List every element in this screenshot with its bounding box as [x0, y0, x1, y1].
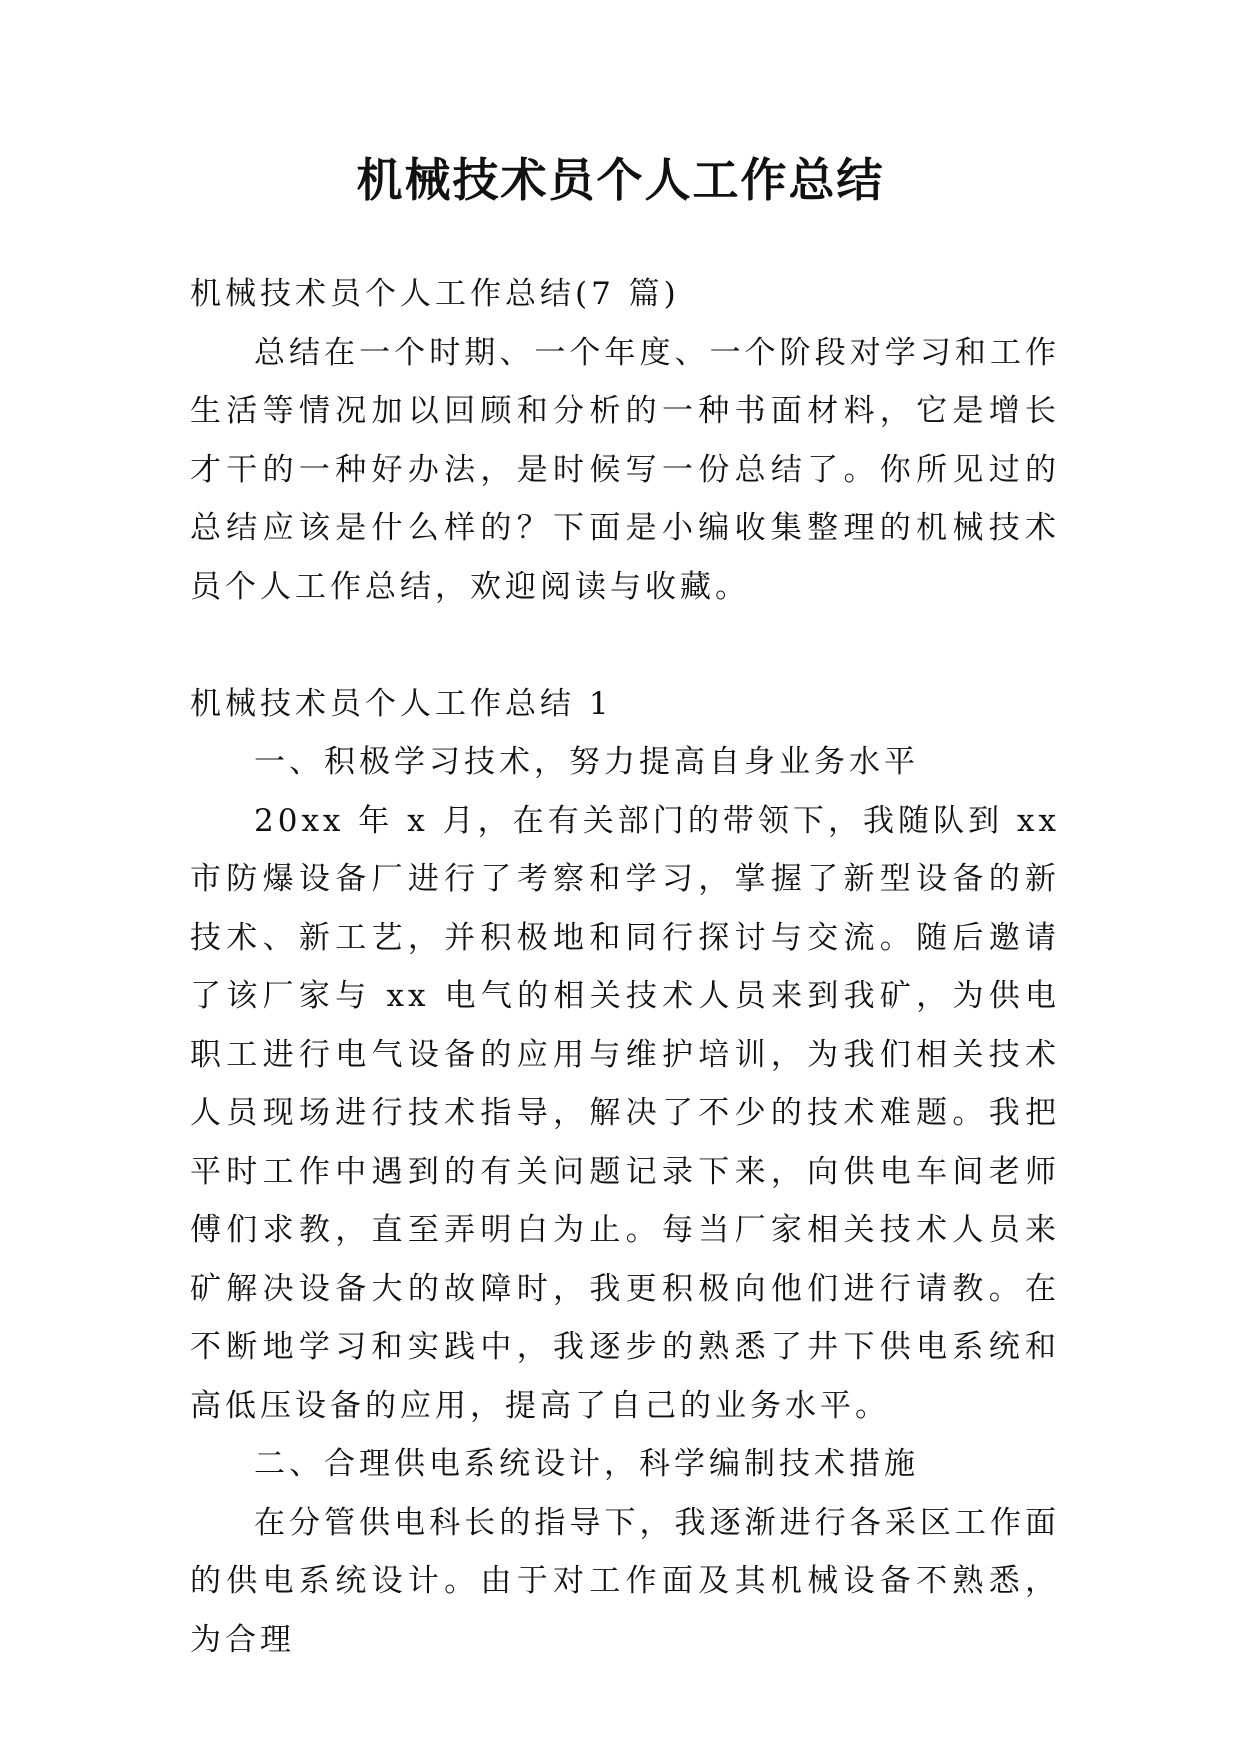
intro-paragraph: 总结在一个时期、一个年度、一个阶段对学习和工作生活等情况加以回顾和分析的一种书面材料，它是增长才干的一种好办法，是时候写一份总结了。你所见过的总结应该是什么样的？下面是小编收集整理的机械技术员个人工作总结，欢迎阅读与收藏。: [190, 334, 1060, 605]
section-heading: 机械技术员个人工作总结 1: [190, 685, 613, 722]
document-body: [190, 265, 1060, 1669]
document-title: 机械技术员个人工作总结: [356, 153, 885, 207]
part-body-2: 在分管供电科长的指导下，我逐渐进行各采区工作面的供电系统设计。由于对工作面及其机械设备不熟悉，为合理: [190, 1504, 1060, 1658]
part-heading-1: 一、积极学习技术，努力提高自身业务水平: [254, 744, 919, 780]
document-subtitle: 机械技术员个人工作总结(7 篇): [190, 276, 680, 312]
part-heading-2: 二、合理供电系统设计，科学编制技术措施: [254, 1446, 919, 1482]
paragraph-spacer: [190, 616, 1060, 675]
part-body-1: 20xx 年 x 月，在有关部门的带领下，我随队到 xx 市防爆设备厂进行了考察和学习，掌握了新型设备的新技术、新工艺，并积极地和同行探讨与交流。随后邀请了该厂家与 xx 电气的相关技术人员来到我矿，为供电职工进行电气设备的应用与维护培训，为我们相关技术人员现场进行技术指导，解决了不少的技术难题。我把平时工作中遇到的有关问题记录下来，向供电车间老师傅们求教，直至弄明白为止。每当厂家相关技术人员来矿解决设备大的故障时，我更积极向他们进行请教。在不断地学习和实践中，我逐步的熟悉了井下供电系统和高低压设备的应用，提高了自己的业务水平。: [190, 802, 1060, 1424]
